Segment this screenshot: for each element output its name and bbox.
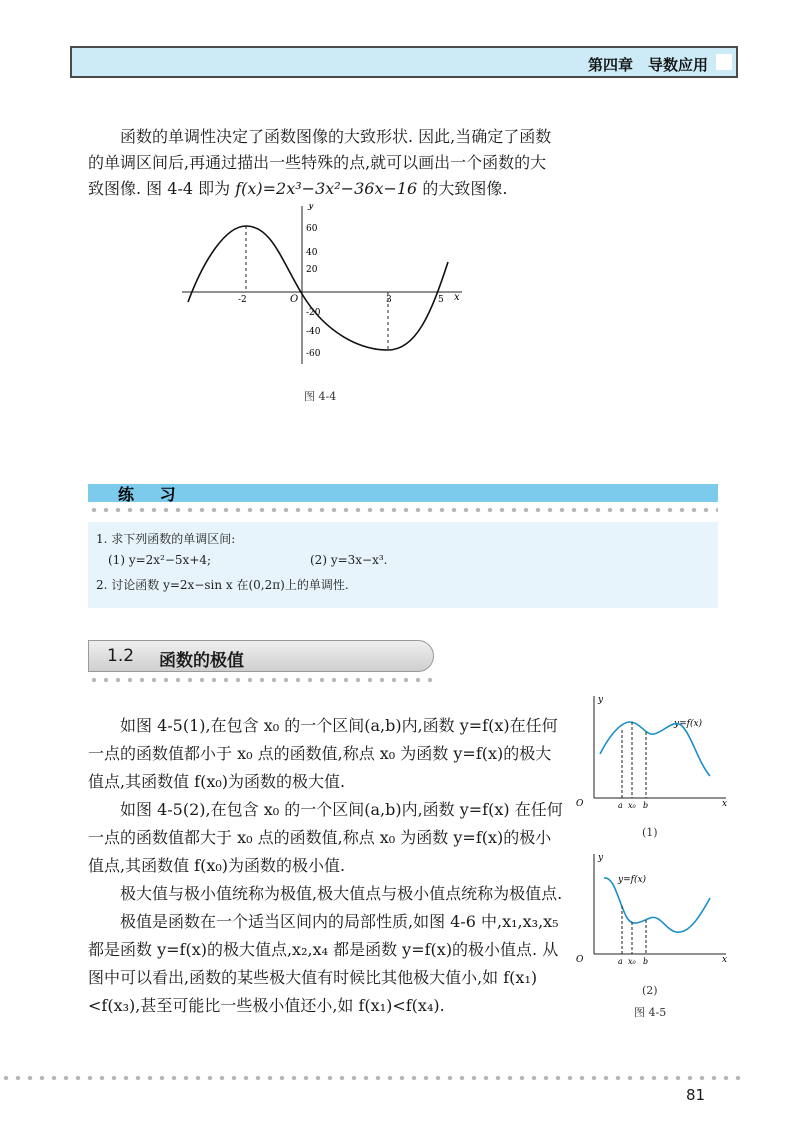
intro-formula: f(x)=2x³−3x²−36x−16: [235, 179, 418, 198]
exercise-title: 练 习: [118, 485, 186, 504]
fig44-y-label: y: [308, 204, 314, 211]
fig45b-tick: a: [618, 957, 623, 966]
chapter-header-bar: [70, 46, 738, 78]
extrema-text: [88, 712, 566, 1020]
header-square-mark: [716, 54, 732, 70]
page-number: 81: [686, 1086, 706, 1104]
section-header: [88, 640, 434, 672]
fig45a-x-label: x: [722, 799, 728, 809]
exercise-box: [88, 522, 718, 608]
fig45a-origin: O: [576, 799, 584, 809]
footer-dotted-divider: [0, 1074, 748, 1082]
figure-4-4: [176, 204, 468, 370]
fig44-ytick: 60: [306, 224, 318, 234]
fig45b-x-label: x: [722, 955, 728, 965]
fig45a-curve: [600, 722, 710, 776]
section-title: 函数的极值: [159, 651, 244, 671]
exercise-line-1: 1. 求下列函数的单调区间:: [96, 532, 236, 546]
fig44-caption: 图 4-4: [304, 390, 337, 403]
fig45a-tick: x₀: [628, 801, 636, 810]
fig45b-y-label: y: [598, 853, 604, 863]
intro-tail: 的大致图像.: [417, 179, 508, 198]
paragraph: 如图 4-5(2),在包含 x₀ 的一个区间(a,b)内,函数 y=f(x) 在任何一点的函数值都大于 x₀ 点的函数值,称点 x₀ 为函数 y=f(x)的极小值点,其函数值 f(x₀)为函数的极小值.: [88, 800, 563, 875]
dotted-divider: [88, 676, 434, 684]
fig45a-tick: b: [643, 801, 649, 810]
fig45-caption: 图 4-5: [634, 1006, 667, 1019]
fig44-ytick: 20: [306, 265, 318, 275]
exercise-item-1: (1) y=2x²−5x+4;: [108, 553, 212, 567]
intro-paragraph: [88, 124, 562, 202]
fig45b-origin: O: [576, 955, 584, 965]
paragraph: 如图 4-5(1),在包含 x₀ 的一个区间(a,b)内,函数 y=f(x)在任何一点的函数值都小于 x₀ 点的函数值,称点 x₀ 为函数 y=f(x)的极大值点,其函数值 f(x₀)为函数的极大值.: [88, 716, 558, 791]
fig45a-y-label: y: [598, 695, 604, 705]
fig45b-label: y=f(x): [618, 875, 647, 885]
fig44-ytick: -40: [306, 327, 321, 337]
fig44-xtick: 5: [438, 295, 444, 305]
dotted-divider: [88, 506, 718, 514]
fig44-origin: O: [290, 294, 299, 305]
exercise-line-2: 2. 讨论函数 y=2x−sin x 在(0,2π)上的单调性.: [96, 578, 349, 592]
section-number: 1.2: [107, 646, 135, 666]
intro-text: 函数的单调性决定了函数图像的大致形状. 因此,当确定了函数的单调区间后,再通过描出一些特殊的点,就可以画出一个函数的大致图像. 图 4-4 即为: [88, 127, 552, 198]
fig44-ytick: 40: [306, 248, 318, 258]
fig45-sub1-caption: (1): [642, 826, 658, 839]
exercise-title-bar: [88, 484, 718, 502]
fig45a-label: y=f(x): [674, 719, 703, 729]
fig44-x-label: x: [454, 292, 460, 303]
paragraph: 极大值与极小值统称为极值,极大值点与极小值点统称为极值点.: [120, 884, 563, 903]
fig44-ytick: -20: [306, 308, 321, 318]
figure-4-5-1: [574, 690, 734, 810]
fig45b-curve: [604, 878, 710, 932]
fig45b-tick: x₀: [628, 957, 636, 966]
chapter-title: 第四章 导数应用: [587, 56, 708, 74]
exercise-item-2: (2) y=3x−x³.: [310, 553, 388, 567]
fig44-ytick: -60: [306, 349, 321, 359]
fig44-xtick: -2: [238, 295, 247, 305]
paragraph: 极值是函数在一个适当区间内的局部性质,如图 4-6 中,x₁,x₃,x₅ 都是函数 y=f(x)的极大值点,x₂,x₄ 都是函数 y=f(x)的极小值点. 从图中可以看出,函数的某些极大值有时候比其他极大值小,如 f(x₁)<f(x₃),甚至可能比一些极小值还小,如 f(x₁)<f(x₄).: [88, 912, 559, 1015]
figure-4-5-2: [574, 850, 734, 968]
fig45b-tick: b: [643, 957, 649, 966]
fig45a-tick: a: [618, 801, 623, 810]
fig45-sub2-caption: (2): [642, 984, 658, 997]
fig44-xtick: 3: [386, 295, 392, 305]
